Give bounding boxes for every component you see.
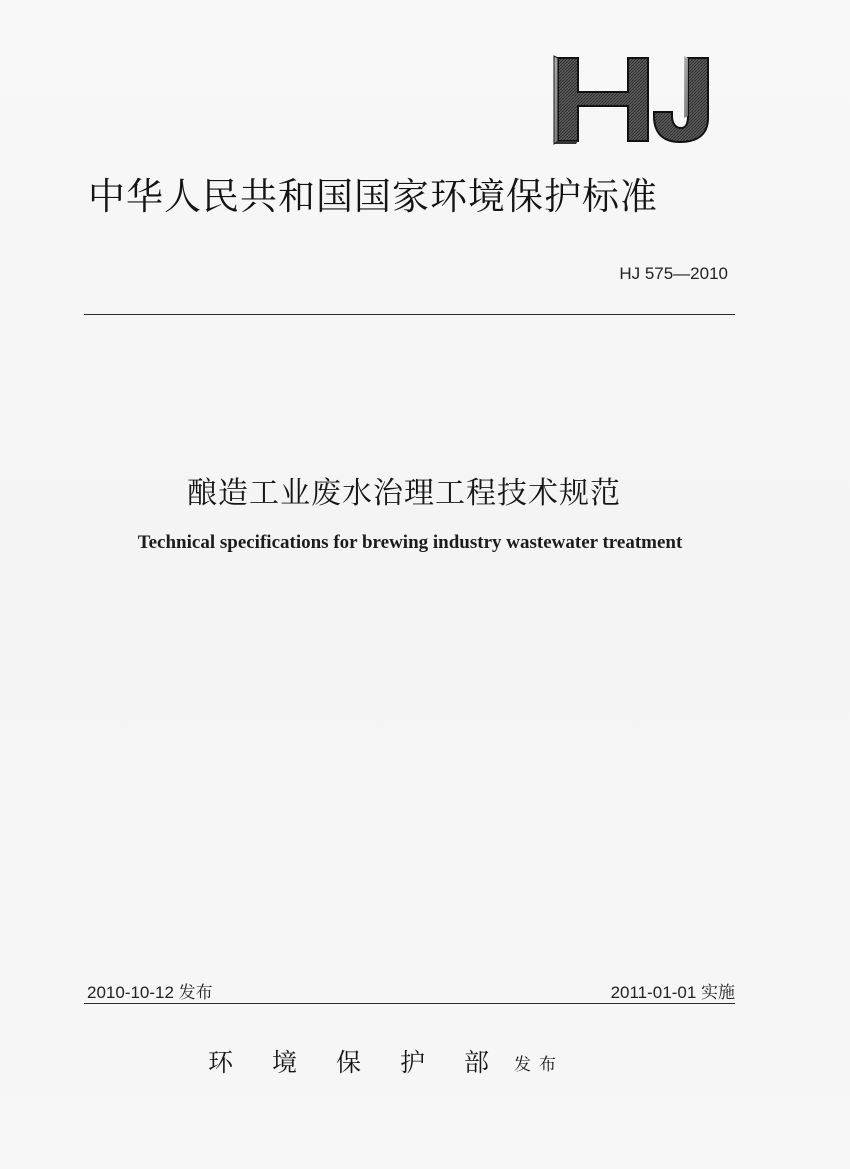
publisher-line (208, 1043, 564, 1079)
logo-letter-j (654, 56, 708, 142)
agency-title: 中华人民共和国国家环境保护标准 (88, 175, 658, 218)
publisher-name: 环境保护部 (208, 1048, 529, 1077)
document-title-en: Technical specifications for brewing industry wastewater treatment (137, 532, 683, 553)
standard-code: HJ 575—2010 (619, 264, 728, 283)
publisher-suffix: 发布 (514, 1055, 565, 1075)
top-divider (84, 314, 735, 315)
bottom-divider (84, 1003, 735, 1004)
hj-logo (550, 52, 720, 147)
issue-date: 2010-10-12 发布 (87, 983, 213, 1002)
logo-letter-h (554, 56, 648, 144)
effective-date: 2011-01-01 实施 (610, 983, 735, 1002)
document-title-cn: 酿造工业废水治理工程技术规范 (187, 476, 621, 511)
